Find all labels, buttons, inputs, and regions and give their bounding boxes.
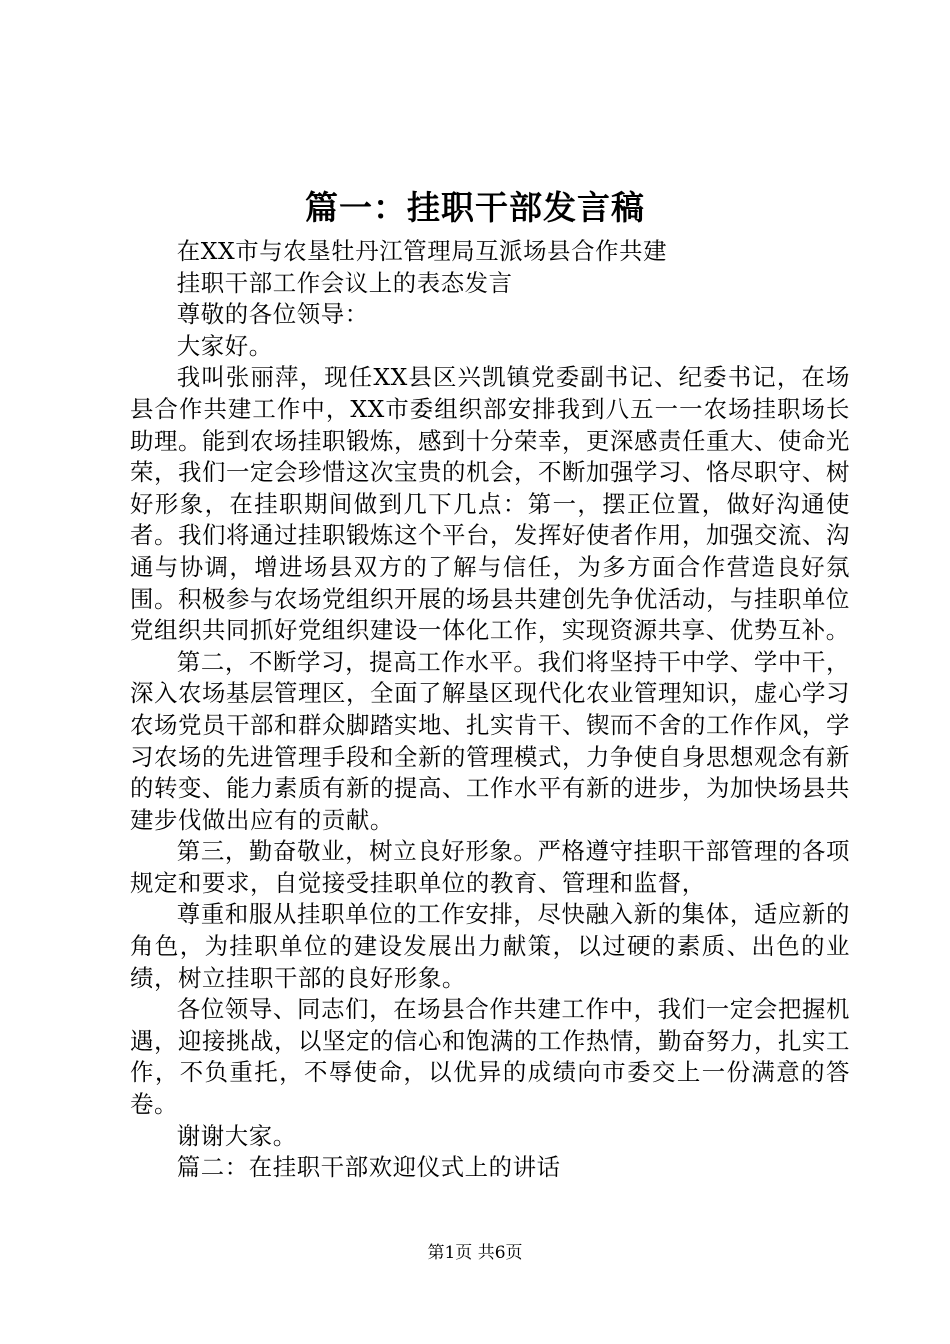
paragraph: 大家好。 [176,331,273,360]
paragraph: 尊重和服从挂职单位的工作安排，尽快融入新的集体，适应新的角色，为挂职单位的建设发展出力献策，以过硬的素质、出色的业绩，树立挂职干部的良好形象。 [130,900,850,992]
paragraph: 尊敬的各位领导： [176,300,369,329]
page-footer: 第1页 共6页 [427,1243,523,1263]
paragraph: 在XX市与农垦牡丹江管理局互派场县合作共建 [176,237,668,265]
paragraph: 挂职干部工作会议上的表态发言 [176,268,513,297]
paragraph: 谢谢大家。 [176,1121,297,1150]
page-title: 篇一：挂职干部发言稿 [305,188,645,227]
document-body [130,236,850,1184]
paragraph: 第二，不断学习，提高工作水平。我们将坚持干中学、学中干，深入农场基层管理区，全面了解垦区现代化农业管理知识，虚心学习农场党员干部和群众脚踏实地、扎实肯干、锲而不舍的工作作风，学习农场的先进管理手段和全新的管理模式，力争使自身思想观念有新的转变、能力素质有新的提高、工作水平有新的进步，为加快场县共建步伐做出应有的贡献。 [130,647,850,834]
paragraph: 各位领导、同志们，在场县合作共建工作中，我们一定会把握机遇，迎接挑战，以坚定的信心和饱满的工作热情，勤奋努力，扎实工作，不负重托，不辱使命，以优异的成绩向市委交上一份满意的答卷。 [130,995,850,1119]
paragraph: 我叫张丽萍，现任XX县区兴凯镇党委副书记、纪委书记，在场县合作共建工作中，XX市委组织部安排我到八五一一农场挂职场长助理。能到农场挂职锻炼，感到十分荣幸，更深感责任重大、使命光荣，我们一定会珍惜这次宝贵的机会，不断加强学习、恪尽职守、树好形象，在挂职期间做到几下几点：第一，摆正位置，做好沟通使者。我们将通过挂职锻炼这个平台，发挥好使者作用，加强交流、沟通与协调，增进场县双方的了解与信任，为多方面合作营造良好氛围。积极参与农场党组织开展的场县共建创先争优活动，与挂职单位党组织共同抓好党组织建设一体化工作，实现资源共享、优势互补。 [130,363,850,645]
paragraph: 第三，勤奋敬业，树立良好形象。严格遵守挂职干部管理的各项规定和要求，自觉接受挂职单位的教育、管理和监督， [130,837,850,897]
paragraph: 篇二：在挂职干部欢迎仪式上的讲话 [176,1153,561,1182]
